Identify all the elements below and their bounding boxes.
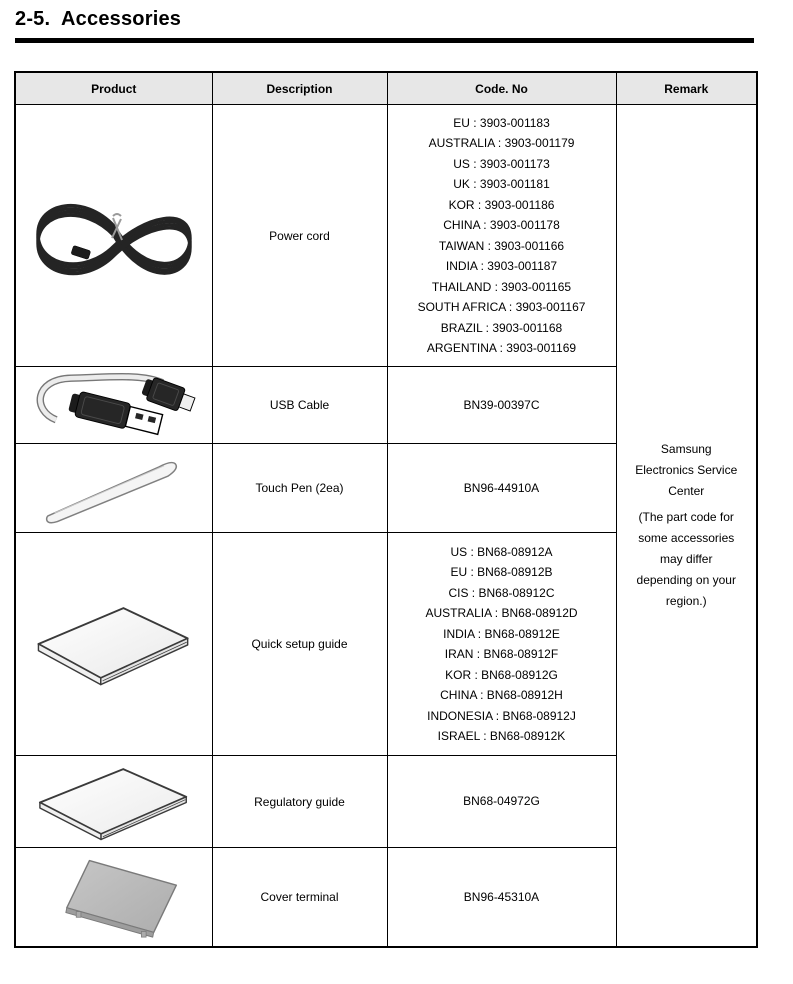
remark-paragraph-2: (The part code for some accessories may differ depending on your region.) (636, 509, 736, 608)
code-line: BN96-44910A (463, 480, 540, 495)
table-header-row (15, 72, 757, 105)
product-image-cell (15, 533, 212, 756)
table-row-power-cord (15, 105, 757, 367)
code-no-cell (387, 848, 616, 947)
code-line: BRAZIL : 3903-001168 (440, 320, 563, 335)
accessories-table (14, 71, 758, 948)
code-line: KOR : BN68-08912G (445, 667, 558, 682)
code-line: EU : BN68-08912B (450, 565, 553, 579)
code-line: US : 3903-001173 (453, 156, 550, 171)
usb-b-connector (140, 375, 197, 415)
description-cell: USB Cable (212, 367, 387, 444)
title-underline (15, 38, 754, 43)
code-line: CIS : BN68-08912C (448, 585, 555, 600)
page-title: 2-5. Accessories (15, 8, 182, 30)
cover-terminal-image (29, 849, 199, 944)
product-image-cell (15, 848, 212, 947)
regulatory-guide-image (29, 758, 199, 846)
code-line: ISRAEL : BN68-08912K (437, 729, 566, 743)
description-cell: Power cord (212, 105, 387, 367)
remark-cell (616, 105, 757, 947)
quick-setup-guide-image (29, 594, 199, 694)
description-cell: Regulatory guide (212, 756, 387, 848)
code-line: THAILAND : 3903-001165 (431, 279, 572, 294)
usb-cable-image (24, 368, 204, 442)
touch-pen-image (29, 446, 199, 531)
code-line: EU : 3903-001183 (453, 115, 550, 130)
product-image-cell (15, 105, 212, 367)
code-no-cell (387, 367, 616, 444)
code-line: IRAN : BN68-08912F (444, 647, 559, 661)
remark-paragraph-1: Samsung Electronics Service Center (635, 441, 738, 498)
description-cell: Cover terminal (212, 848, 387, 947)
code-line: AUSTRALIA : BN68-08912D (425, 606, 578, 620)
code-line: CHINA : BN68-08912H (440, 688, 563, 702)
col-header-remark: Remark (616, 72, 757, 105)
code-line: TAIWAN : 3903-001166 (438, 238, 565, 253)
description-cell: Touch Pen (2ea) (212, 444, 387, 533)
code-line: BN96-45310A (463, 889, 540, 904)
product-image-cell (15, 367, 212, 444)
product-image-cell (15, 756, 212, 848)
code-line: KOR : 3903-001186 (448, 197, 555, 212)
code-line: BN39-00397C (463, 397, 540, 412)
code-line: INDIA : BN68-08912E (443, 626, 560, 641)
col-header-description: Description (212, 72, 387, 105)
code-no-cell (387, 105, 616, 367)
code-line: SOUTH AFRICA : 3903-001167 (417, 300, 586, 314)
code-no-cell (387, 533, 616, 756)
description-cell: Quick setup guide (212, 533, 387, 756)
code-line: UK : 3903-001181 (453, 177, 550, 191)
code-line: CHINA : 3903-001178 (443, 218, 560, 232)
code-line: INDIA : 3903-001187 (445, 259, 558, 273)
col-header-code-no: Code. No (387, 72, 616, 105)
code-no-cell (387, 756, 616, 848)
code-line: ARGENTINA : 3903-001169 (426, 341, 577, 355)
code-line: BN68-04972G (463, 794, 540, 809)
power-cord-image (24, 186, 204, 286)
code-no-cell (387, 444, 616, 533)
code-line: INDONESIA : BN68-08912J (427, 708, 576, 723)
code-line: AUSTRALIA : 3903-001179 (428, 136, 575, 150)
code-line: US : BN68-08912A (450, 544, 553, 559)
product-image-cell (15, 444, 212, 533)
col-header-product: Product (15, 72, 212, 105)
